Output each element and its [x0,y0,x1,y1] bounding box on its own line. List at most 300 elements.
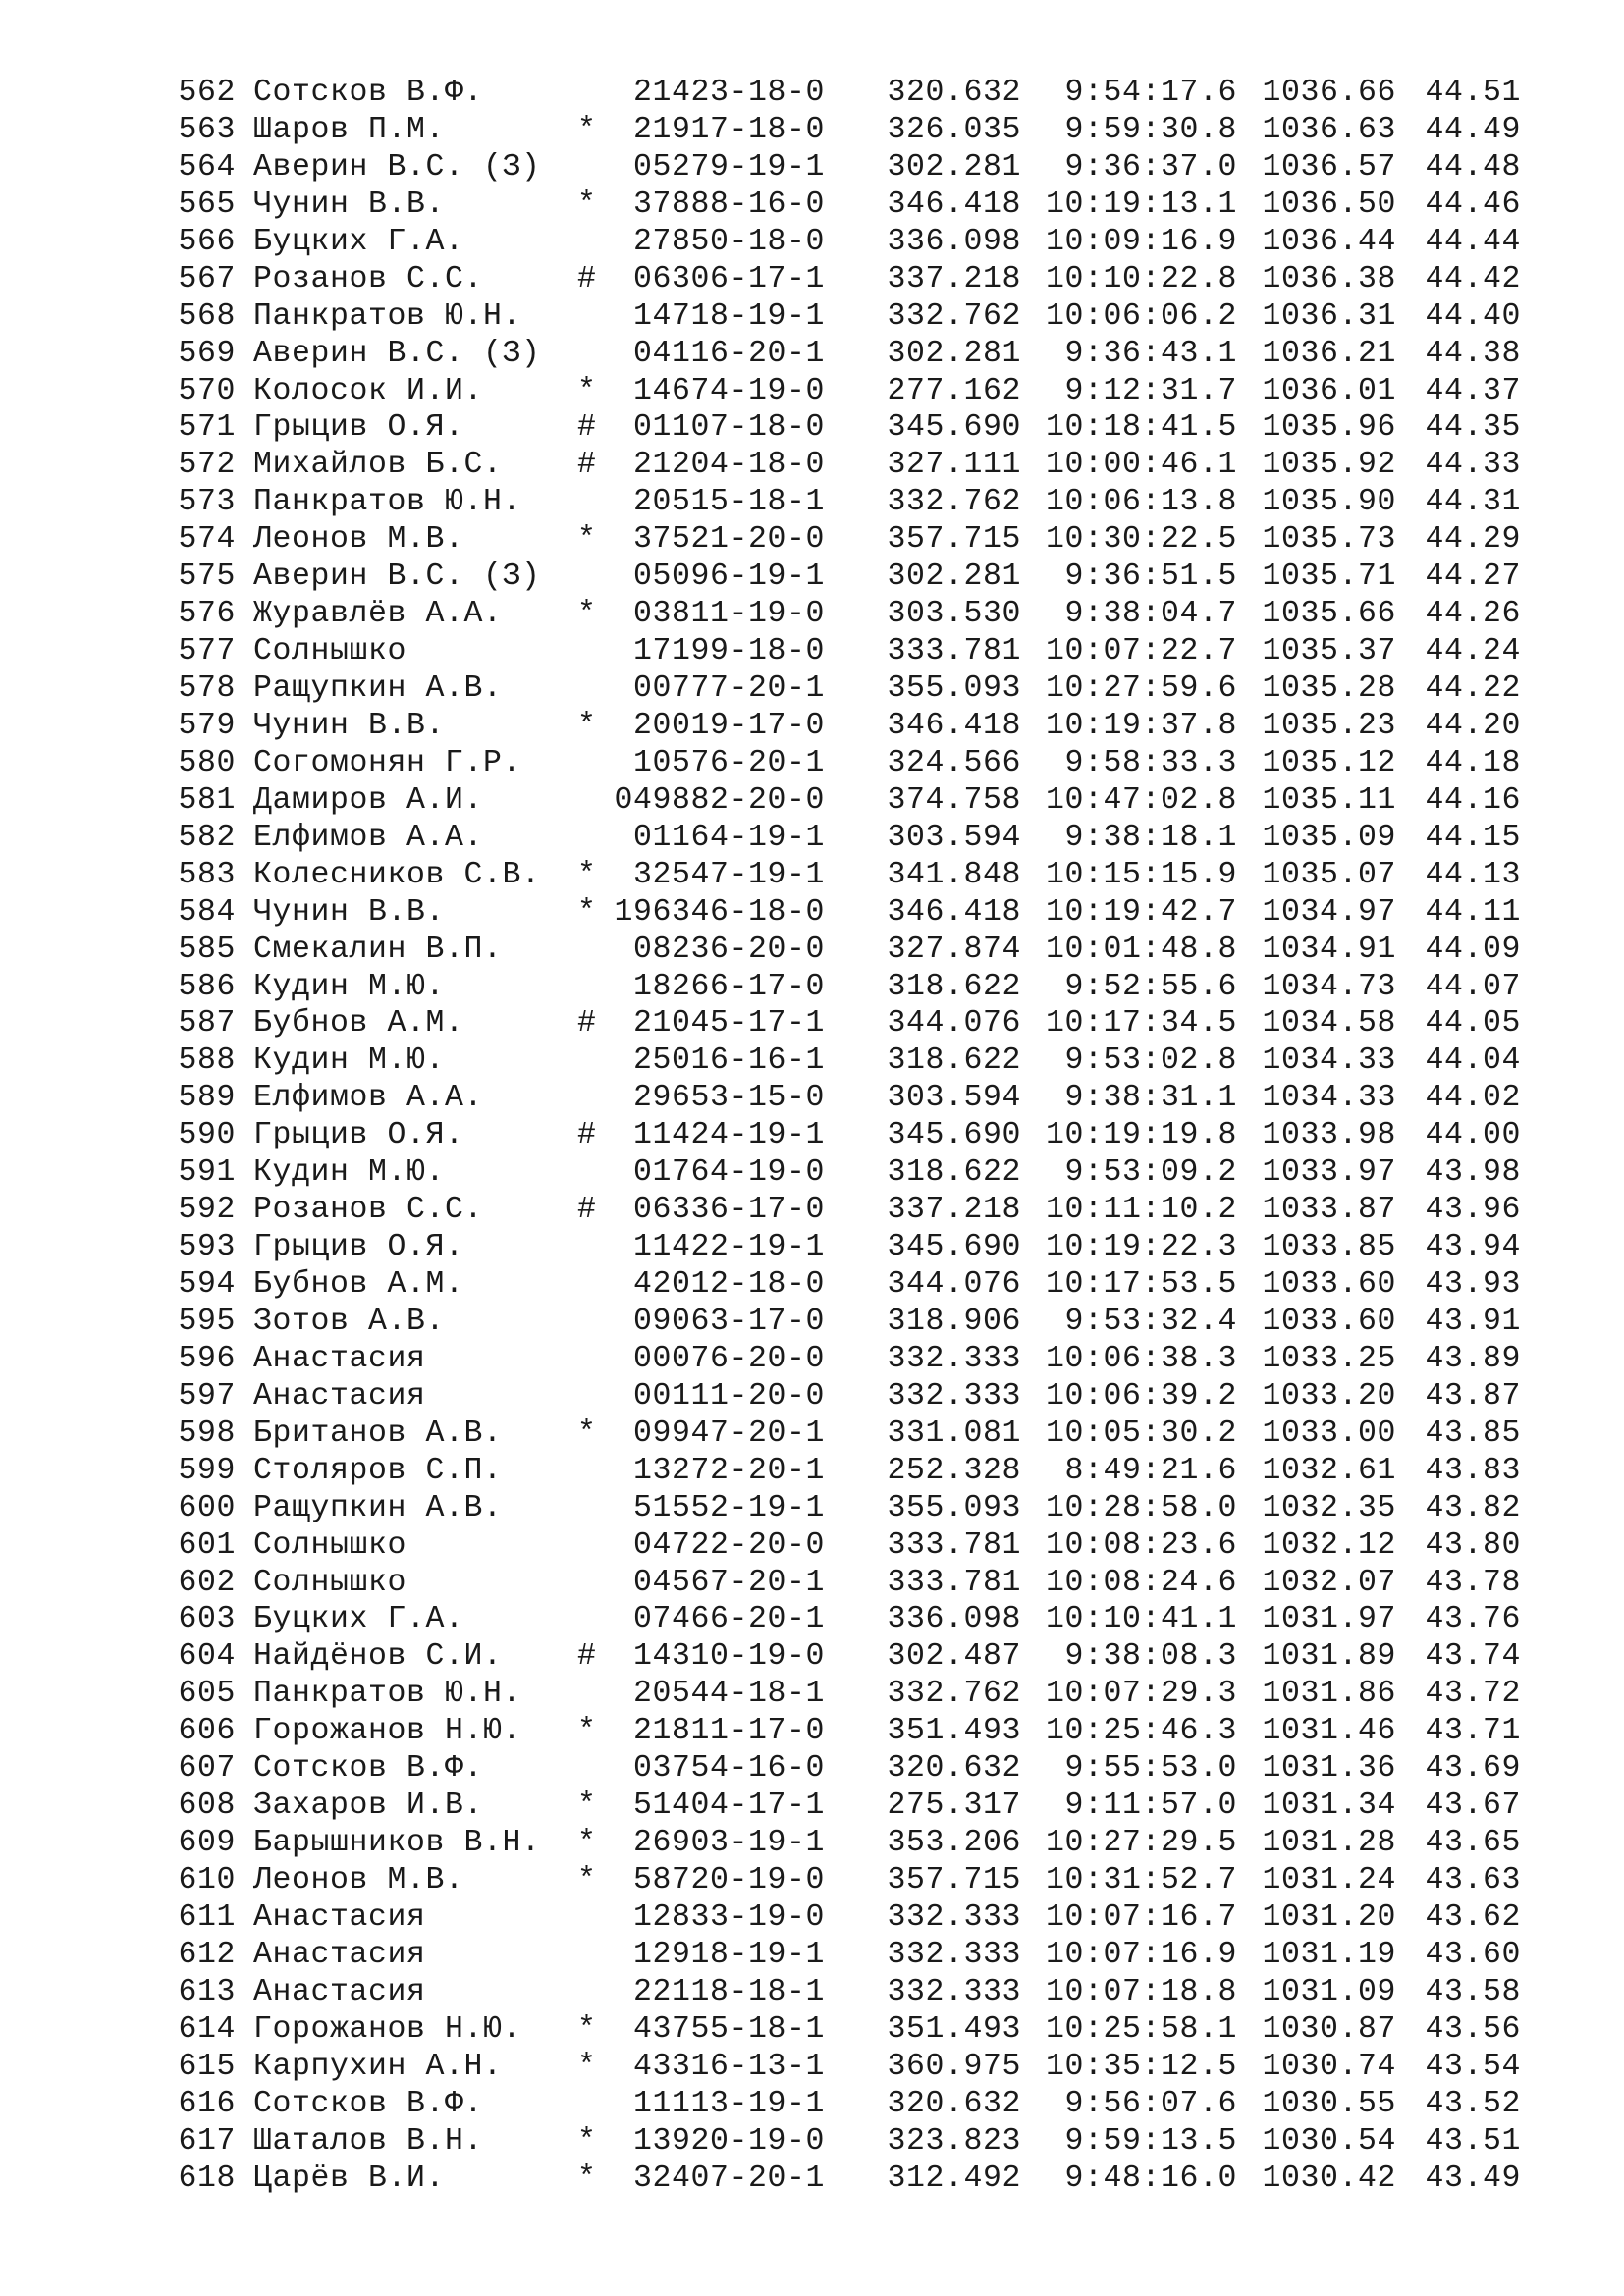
table-row [177,2123,1521,2161]
distance-cell: 331.081 [887,1415,1021,1451]
name-cell: Зотов А.В. [253,1304,446,1339]
coefficient-cell: 44.00 [1425,1118,1521,1153]
table-row [177,521,1521,559]
place-cell: 607 [178,1751,236,1787]
distance-cell: 337.218 [887,1193,1021,1228]
name-cell: Анастасия [253,1937,426,1972]
name-cell: Сотсков В.Ф. [253,76,484,110]
name-cell: Чунин В.В. [253,894,446,930]
place-cell: 599 [178,1453,236,1488]
name-cell: Горожанов Н.Ю. [253,2011,522,2047]
speed-cell: 1031.24 [1262,1863,1396,1897]
speed-cell: 1034.58 [1262,1006,1396,1041]
time-cell: 10:15:15.9 [1045,857,1237,892]
flag-cell: * [577,708,597,743]
place-cell: 616 [178,2086,236,2121]
coefficient-cell: 44.13 [1425,857,1521,892]
place-cell: 591 [178,1155,236,1191]
table-row [177,149,1521,187]
ring-cell: 10576-20-1 [632,745,825,780]
speed-cell: 1032.61 [1262,1453,1396,1488]
time-cell: 10:19:37.8 [1045,708,1237,743]
place-cell: 579 [178,708,236,743]
speed-cell: 1033.85 [1262,1230,1396,1265]
table-row [177,1042,1521,1080]
time-cell: 10:10:22.8 [1045,261,1237,296]
coefficient-cell: 43.72 [1425,1677,1521,1712]
ring-cell: 01764-19-0 [632,1155,825,1191]
table-row [177,1937,1521,1974]
distance-cell: 327.874 [887,932,1021,967]
coefficient-cell: 43.76 [1425,1602,1521,1637]
table-row [177,1490,1521,1527]
table-row [177,782,1521,820]
name-cell: Грыцив О.Я. [253,410,464,446]
time-cell: 9:54:17.6 [1064,76,1237,110]
coefficient-cell: 43.83 [1425,1453,1521,1488]
table-row [177,2161,1521,2198]
distance-cell: 351.493 [887,1714,1021,1749]
distance-cell: 357.715 [887,1863,1021,1897]
place-cell: 597 [178,1378,236,1414]
time-cell: 9:55:53.0 [1064,1751,1237,1787]
ring-cell: 11424-19-1 [632,1118,825,1153]
table-row [177,1565,1521,1602]
place-cell: 572 [178,448,236,483]
flag-cell: # [577,448,597,483]
distance-cell: 345.690 [887,1118,1021,1153]
ring-cell: 29653-15-0 [632,1081,825,1116]
distance-cell: 303.594 [887,1081,1021,1116]
name-cell: Солнышко [253,1565,407,1600]
place-cell: 589 [178,1081,236,1116]
place-cell: 573 [178,485,236,520]
time-cell: 10:06:38.3 [1045,1341,1237,1376]
speed-cell: 1032.35 [1262,1490,1396,1525]
distance-cell: 332.333 [887,1341,1021,1376]
time-cell: 9:59:30.8 [1064,112,1237,147]
ring-cell: 03754-16-0 [632,1751,825,1787]
distance-cell: 320.632 [887,1751,1021,1787]
name-cell: Горожанов Н.Ю. [253,1714,522,1749]
name-cell: Столяров С.П. [253,1453,503,1488]
speed-cell: 1031.46 [1262,1714,1396,1749]
table-row [177,484,1521,521]
name-cell: Панкратов Ю.Н. [253,1677,522,1712]
speed-cell: 1033.87 [1262,1193,1396,1228]
ring-cell: 11422-19-1 [632,1230,825,1265]
place-cell: 566 [178,224,236,259]
place-cell: 609 [178,1826,236,1861]
coefficient-cell: 43.93 [1425,1267,1521,1302]
flag-cell: # [577,1006,597,1041]
coefficient-cell: 43.60 [1425,1937,1521,1972]
ring-cell: 049882-20-0 [614,782,825,818]
flag-cell: # [577,410,597,446]
distance-cell: 351.493 [887,2011,1021,2047]
ring-cell: 42012-18-0 [632,1267,825,1302]
flag-cell: # [577,1639,597,1675]
table-row [177,1713,1521,1750]
ring-cell: 14674-19-0 [632,373,825,408]
coefficient-cell: 44.48 [1425,149,1521,185]
name-cell: Анастасия [253,1974,426,2009]
speed-cell: 1031.19 [1262,1937,1396,1972]
flag-cell: * [577,1789,597,1824]
name-cell: Кудин М.Ю. [253,1155,446,1191]
place-cell: 606 [178,1714,236,1749]
coefficient-cell: 44.42 [1425,261,1521,296]
flag-cell: * [577,187,597,222]
table-row [177,670,1521,708]
ring-cell: 21811-17-0 [632,1714,825,1749]
speed-cell: 1034.91 [1262,932,1396,967]
coefficient-cell: 44.18 [1425,745,1521,780]
flag-cell: * [577,894,597,930]
coefficient-cell: 44.49 [1425,112,1521,147]
table-row [177,1974,1521,2011]
coefficient-cell: 43.74 [1425,1639,1521,1675]
speed-cell: 1033.00 [1262,1415,1396,1451]
flag-cell: * [577,2011,597,2047]
name-cell: Грыцив О.Я. [253,1118,464,1153]
coefficient-cell: 43.87 [1425,1378,1521,1414]
table-row [177,112,1521,149]
distance-cell: 353.206 [887,1826,1021,1861]
speed-cell: 1031.97 [1262,1602,1396,1637]
distance-cell: 332.333 [887,1378,1021,1414]
speed-cell: 1036.31 [1262,298,1396,334]
ring-cell: 03811-19-0 [632,597,825,632]
coefficient-cell: 43.65 [1425,1826,1521,1861]
ring-cell: 43316-13-1 [632,2049,825,2084]
name-cell: Розанов С.С. [253,261,484,296]
speed-cell: 1036.66 [1262,76,1396,110]
speed-cell: 1035.28 [1262,671,1396,706]
distance-cell: 344.076 [887,1267,1021,1302]
coefficient-cell: 44.24 [1425,634,1521,669]
coefficient-cell: 44.29 [1425,522,1521,558]
flag-cell: * [577,857,597,892]
time-cell: 10:31:52.7 [1045,1863,1237,1897]
distance-cell: 336.098 [887,1602,1021,1637]
time-cell: 9:11:57.0 [1064,1789,1237,1824]
time-cell: 10:00:46.1 [1045,448,1237,483]
place-cell: 564 [178,149,236,185]
flag-cell: * [577,1863,597,1897]
table-row [177,2049,1521,2086]
ring-cell: 58720-19-0 [632,1863,825,1897]
coefficient-cell: 43.82 [1425,1490,1521,1525]
distance-cell: 318.622 [887,1155,1021,1191]
name-cell: Анастасия [253,1378,426,1414]
table-row [177,1862,1521,1899]
coefficient-cell: 43.62 [1425,1899,1521,1935]
speed-cell: 1035.12 [1262,745,1396,780]
ring-cell: 00777-20-1 [632,671,825,706]
ring-cell: 21204-18-0 [632,448,825,483]
name-cell: Буцких Г.А. [253,1602,464,1637]
distance-cell: 323.823 [887,2123,1021,2159]
speed-cell: 1036.44 [1262,224,1396,259]
speed-cell: 1033.25 [1262,1341,1396,1376]
ring-cell: 43755-18-1 [632,2011,825,2047]
time-cell: 10:06:06.2 [1045,298,1237,334]
speed-cell: 1036.50 [1262,187,1396,222]
flag-cell: * [577,1415,597,1451]
ring-cell: 13920-19-0 [632,2123,825,2159]
coefficient-cell: 44.20 [1425,708,1521,743]
time-cell: 9:36:43.1 [1064,336,1237,371]
time-cell: 10:27:29.5 [1045,1826,1237,1861]
table-row [177,1080,1521,1117]
time-cell: 9:53:02.8 [1064,1043,1237,1079]
ring-cell: 21423-18-0 [632,76,825,110]
time-cell: 9:59:13.5 [1064,2123,1237,2159]
distance-cell: 355.093 [887,671,1021,706]
distance-cell: 355.093 [887,1490,1021,1525]
time-cell: 10:19:22.3 [1045,1230,1237,1265]
coefficient-cell: 43.89 [1425,1341,1521,1376]
flag-cell: * [577,1826,597,1861]
name-cell: Елфимов А.А. [253,820,484,855]
name-cell: Бубнов А.М. [253,1006,464,1041]
coefficient-cell: 43.78 [1425,1565,1521,1600]
name-cell: Кудин М.Ю. [253,1043,446,1079]
place-cell: 581 [178,782,236,818]
ring-cell: 22118-18-1 [632,1974,825,2009]
speed-cell: 1034.97 [1262,894,1396,930]
time-cell: 10:28:58.0 [1045,1490,1237,1525]
speed-cell: 1036.57 [1262,149,1396,185]
ring-cell: 20515-18-1 [632,485,825,520]
coefficient-cell: 43.56 [1425,2011,1521,2047]
place-cell: 603 [178,1602,236,1637]
time-cell: 9:48:16.0 [1064,2161,1237,2196]
time-cell: 10:07:18.8 [1045,1974,1237,2009]
coefficient-cell: 43.58 [1425,1974,1521,2009]
speed-cell: 1030.55 [1262,2086,1396,2121]
flag-cell: # [577,1193,597,1228]
name-cell: Карпухин А.Н. [253,2049,503,2084]
name-cell: Аверин В.С. (З) [253,560,541,595]
distance-cell: 332.333 [887,1899,1021,1935]
ring-cell: 14310-19-0 [632,1639,825,1675]
time-cell: 9:36:37.0 [1064,149,1237,185]
table-row [177,224,1521,261]
time-cell: 10:07:16.9 [1045,1937,1237,1972]
coefficient-cell: 43.80 [1425,1527,1521,1563]
table-row [177,1117,1521,1154]
place-cell: 602 [178,1565,236,1600]
name-cell: Бубнов А.М. [253,1267,464,1302]
speed-cell: 1036.63 [1262,112,1396,147]
place-cell: 582 [178,820,236,855]
flag-cell: * [577,2049,597,2084]
speed-cell: 1033.97 [1262,1155,1396,1191]
distance-cell: 344.076 [887,1006,1021,1041]
place-cell: 610 [178,1863,236,1897]
table-row [177,1192,1521,1229]
name-cell: Чунин В.В. [253,708,446,743]
flag-cell: * [577,597,597,632]
time-cell: 8:49:21.6 [1064,1453,1237,1488]
distance-cell: 302.281 [887,336,1021,371]
name-cell: Сотсков В.Ф. [253,2086,484,2121]
time-cell: 9:53:32.4 [1064,1304,1237,1339]
speed-cell: 1035.71 [1262,560,1396,595]
time-cell: 10:47:02.8 [1045,782,1237,818]
speed-cell: 1034.73 [1262,969,1396,1004]
flag-cell: # [577,1118,597,1153]
distance-cell: 303.594 [887,820,1021,855]
coefficient-cell: 43.63 [1425,1863,1521,1897]
ring-cell: 21917-18-0 [632,112,825,147]
coefficient-cell: 44.38 [1425,336,1521,371]
distance-cell: 318.622 [887,1043,1021,1079]
time-cell: 10:35:12.5 [1045,2049,1237,2084]
name-cell: Барышников В.Н. [253,1826,541,1861]
place-cell: 578 [178,671,236,706]
flag-cell: * [577,2123,597,2159]
name-cell: Колесников С.В. [253,857,541,892]
ring-cell: 01164-19-1 [632,820,825,855]
distance-cell: 345.690 [887,410,1021,446]
time-cell: 9:52:55.6 [1064,969,1237,1004]
name-cell: Чунин В.В. [253,187,446,222]
speed-cell: 1030.42 [1262,2161,1396,2196]
name-cell: Царёв В.И. [253,2161,446,2196]
place-cell: 611 [178,1899,236,1935]
time-cell: 9:36:51.5 [1064,560,1237,595]
time-cell: 10:08:23.6 [1045,1527,1237,1563]
speed-cell: 1033.60 [1262,1304,1396,1339]
time-cell: 10:06:13.8 [1045,485,1237,520]
speed-cell: 1035.92 [1262,448,1396,483]
name-cell: Аверин В.С. (З) [253,149,541,185]
place-cell: 562 [178,76,236,110]
time-cell: 9:38:31.1 [1064,1081,1237,1116]
coefficient-cell: 44.07 [1425,969,1521,1004]
speed-cell: 1035.11 [1262,782,1396,818]
table-row [177,1638,1521,1676]
time-cell: 10:19:13.1 [1045,187,1237,222]
ring-cell: 06336-17-0 [632,1193,825,1228]
speed-cell: 1035.23 [1262,708,1396,743]
name-cell: Леонов М.В. [253,1863,464,1897]
time-cell: 10:25:58.1 [1045,2011,1237,2047]
ring-cell: 18266-17-0 [632,969,825,1004]
place-cell: 613 [178,1974,236,2009]
place-cell: 612 [178,1937,236,1972]
coefficient-cell: 43.54 [1425,2049,1521,2084]
table-row [177,596,1521,633]
place-cell: 567 [178,261,236,296]
table-row [177,1453,1521,1490]
name-cell: Захаров И.В. [253,1789,484,1824]
place-cell: 598 [178,1415,236,1451]
time-cell: 10:09:16.9 [1045,224,1237,259]
coefficient-cell: 44.33 [1425,448,1521,483]
coefficient-cell: 44.44 [1425,224,1521,259]
coefficient-cell: 44.40 [1425,298,1521,334]
ring-cell: 20544-18-1 [632,1677,825,1712]
table-row [177,336,1521,373]
place-cell: 617 [178,2123,236,2159]
table-row [177,373,1521,410]
place-cell: 569 [178,336,236,371]
ring-cell: 51552-19-1 [632,1490,825,1525]
time-cell: 9:58:33.3 [1064,745,1237,780]
coefficient-cell: 44.11 [1425,894,1521,930]
flag-cell: * [577,373,597,408]
speed-cell: 1031.09 [1262,1974,1396,2009]
name-cell: Грыцив О.Я. [253,1230,464,1265]
ring-cell: 04722-20-0 [632,1527,825,1563]
speed-cell: 1034.33 [1262,1081,1396,1116]
place-cell: 618 [178,2161,236,2196]
coefficient-cell: 44.26 [1425,597,1521,632]
time-cell: 9:38:08.3 [1064,1639,1237,1675]
table-row [177,633,1521,670]
distance-cell: 332.762 [887,298,1021,334]
distance-cell: 326.035 [887,112,1021,147]
ring-cell: 00111-20-0 [632,1378,825,1414]
time-cell: 10:06:39.2 [1045,1378,1237,1414]
name-cell: Елфимов А.А. [253,1081,484,1116]
ring-cell: 32407-20-1 [632,2161,825,2196]
speed-cell: 1035.09 [1262,820,1396,855]
place-cell: 571 [178,410,236,446]
place-cell: 594 [178,1267,236,1302]
place-cell: 563 [178,112,236,147]
name-cell: Сотсков В.Ф. [253,1751,484,1787]
place-cell: 580 [178,745,236,780]
place-cell: 608 [178,1789,236,1824]
name-cell: Ращупкин А.В. [253,1490,503,1525]
ring-cell: 12918-19-1 [632,1937,825,1972]
name-cell: Найдёнов С.И. [253,1639,503,1675]
ring-cell: 07466-20-1 [632,1602,825,1637]
ring-cell: 11113-19-1 [632,2086,825,2121]
name-cell: Кудин М.Ю. [253,969,446,1004]
speed-cell: 1031.36 [1262,1751,1396,1787]
distance-cell: 360.975 [887,2049,1021,2084]
ring-cell: 32547-19-1 [632,857,825,892]
ring-cell: 37888-16-0 [632,187,825,222]
table-row [177,298,1521,336]
place-cell: 593 [178,1230,236,1265]
coefficient-cell: 44.22 [1425,671,1521,706]
coefficient-cell: 44.04 [1425,1043,1521,1079]
speed-cell: 1035.73 [1262,522,1396,558]
speed-cell: 1033.20 [1262,1378,1396,1414]
coefficient-cell: 43.91 [1425,1304,1521,1339]
time-cell: 9:53:09.2 [1064,1155,1237,1191]
distance-cell: 318.906 [887,1304,1021,1339]
coefficient-cell: 43.85 [1425,1415,1521,1451]
time-cell: 10:01:48.8 [1045,932,1237,967]
time-cell: 9:12:31.7 [1064,373,1237,408]
table-row [177,559,1521,596]
distance-cell: 374.758 [887,782,1021,818]
flag-cell: * [577,112,597,147]
place-cell: 604 [178,1639,236,1675]
time-cell: 10:07:22.7 [1045,634,1237,669]
table-row [177,1304,1521,1341]
place-cell: 570 [178,373,236,408]
place-cell: 586 [178,969,236,1004]
